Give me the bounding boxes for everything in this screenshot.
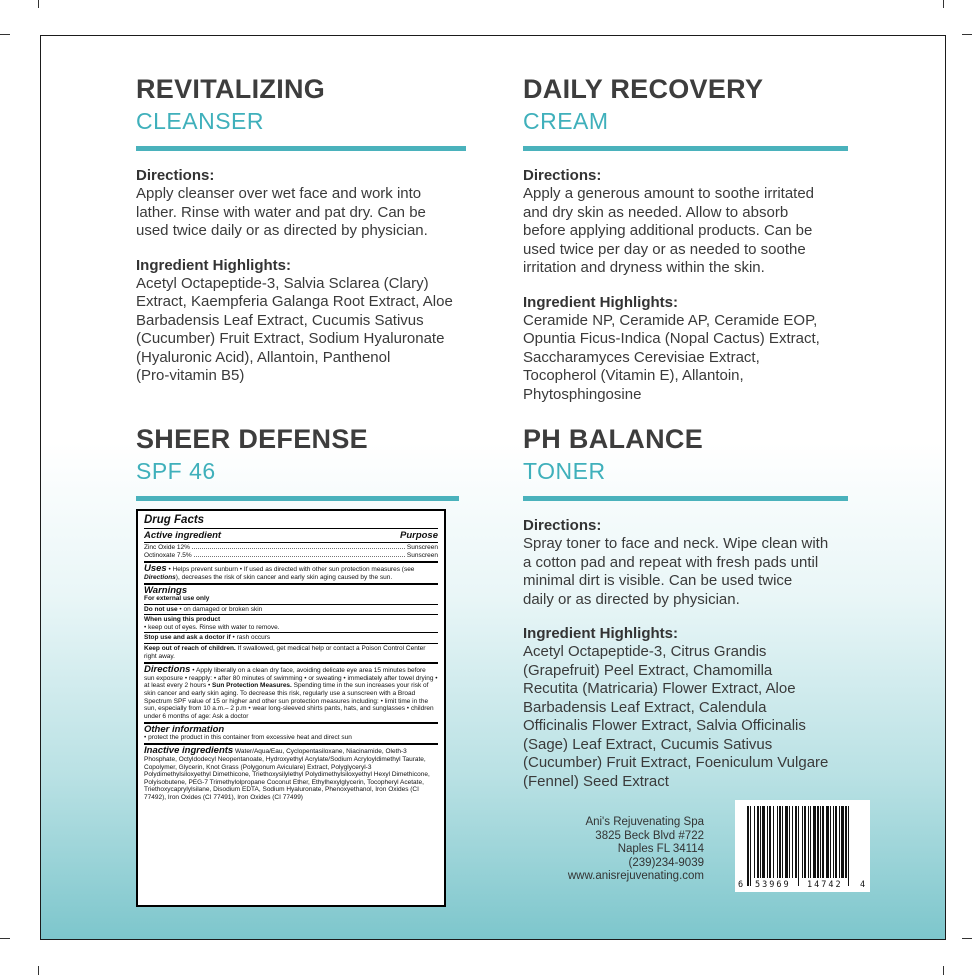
barcode-bar: [835, 806, 837, 878]
barcode-right-group: 14742: [807, 880, 843, 890]
keep-out-text: If swallowed, get medical help or contact a Poison Control Center right away.: [144, 644, 426, 660]
drug-facts-warnings-block: [144, 587, 438, 664]
when-using-text: • keep out of eyes. Rinse with water to remove.: [144, 623, 280, 631]
barcode-bar: [777, 806, 778, 878]
cream-ingredients: [523, 312, 848, 405]
crop-mark-bottom-left: [38, 966, 39, 975]
cream-directions-line: Apply a generous amount to soothe irritated: [523, 185, 815, 202]
leader-dots: [194, 556, 405, 557]
barcode-bar: [782, 806, 783, 878]
df-directions-text: • Apply liberally on a clean dry face, avoiding delicate eye area 15 minutes before sun exposure • reapply: • after 80 minutes of swimming • or sweating • immediately after towel drying • at least every 2 hours •: [144, 667, 438, 690]
toner-rule: [523, 496, 848, 501]
inactive-label: Inactive ingredients: [144, 745, 234, 757]
spa-street: 3825 Beck Blvd #722: [595, 829, 704, 842]
barcode-bar: [839, 806, 840, 878]
cream-title: DAILY RECOVERY: [523, 74, 764, 104]
spa-name: Ani's Rejuvenating Spa: [585, 816, 704, 828]
cleanser-ingredients: [136, 275, 466, 386]
crop-mark-left-top: [0, 34, 10, 35]
toner-directions: [523, 535, 848, 609]
barcode-bar: [833, 806, 834, 878]
toner-ingredients-line: Officinalis Flower Extract, Salvia Officinalis: [523, 717, 806, 734]
crop-mark-right-top: [962, 34, 972, 35]
cream-ingredients-line: Opuntia Ficus-Indica (Nopal Cactus) Extract,: [523, 330, 820, 347]
cleanser-title: REVITALIZING: [136, 74, 326, 104]
cleanser-directions: [136, 185, 466, 241]
cleanser-ingredients-line: (Pro-vitamin B5): [136, 367, 245, 384]
active-ingredient-purpose: Sunscreen: [406, 551, 438, 559]
barcode-bar: [813, 806, 816, 878]
toner-ingredients-line: Recutita (Matricaria) Flower Extract, Aloe: [523, 680, 796, 697]
barcode-bar: [767, 806, 768, 878]
barcode-bar: [817, 806, 819, 878]
stop-use-label: Stop use and ask a doctor if: [144, 634, 231, 642]
barcode-bar: [757, 806, 759, 878]
cream-ingredients-line: Phytosphingosine: [523, 385, 642, 403]
df-directions-label: Directions: [144, 664, 191, 676]
crop-mark-right-bottom: [962, 938, 972, 939]
uses-text: • Helps prevent sunburn • If used as directed with other sun protection measures (see: [166, 566, 415, 574]
cream-directions: [523, 185, 848, 278]
toner-ingredients-line: (Fennel) Seed Extract: [523, 772, 669, 790]
toner-ingredients-line: (Cucumber) Fruit Extract, Foeniculum Vulgare: [523, 754, 829, 771]
barcode-bar: [804, 806, 806, 878]
cleanser-directions-label: Directions:: [136, 167, 215, 184]
barcode-bar: [773, 806, 774, 878]
sheer-subtitle: SPF 46: [136, 458, 216, 484]
toner-ingredients-line: (Grapefruit) Peel Extract, Chamomilla: [523, 661, 773, 679]
barcode-bar: [810, 806, 811, 878]
barcode-bar: [830, 806, 831, 878]
barcode-bar: [779, 806, 781, 878]
spa-website: www.anisrejuvenating.com: [567, 870, 704, 882]
toner-directions-label: Directions:: [523, 517, 602, 534]
do-not-use-row: [144, 604, 438, 614]
cream-directions-label: Directions:: [523, 167, 602, 184]
cream-section: [523, 74, 848, 404]
cream-directions-line: irritation and dryness within the skin.: [523, 259, 765, 276]
toner-directions-line: Spray toner to face and neck. Wipe clean with: [523, 535, 829, 552]
uses-directions-word: Directions: [144, 573, 176, 581]
toner-subtitle: TONER: [523, 458, 606, 484]
keep-out-label: Keep out of reach of children.: [144, 644, 236, 652]
drug-facts-active-header: [144, 528, 438, 541]
barcode-bar: [747, 806, 749, 886]
stop-use-row: [144, 632, 438, 642]
cleanser-ingredients-line: Barbadensis Leaf Extract, Cucumis Sativus: [136, 311, 424, 329]
barcode-bar: [848, 806, 849, 886]
barcode-bar: [841, 806, 844, 878]
df-directions-text-end: Spending time in the sun increases your risk of skin cancer and early skin aging. To decrease this risk, regularly use a sunscreen with a Broad Spectrum SPF value of 15 or higher and other sun protection measures including: • limit time in the sun, especially from 10 a.m.– 2 p.m • wear long-sleeved shirts pants, hats, and sunglasses • children under 6 months of age: Ask a doctor: [144, 682, 434, 720]
uses-text-end: ), decreases the risk of skin cancer and early skin aging caused by the sun.: [175, 573, 393, 581]
cleanser-directions-line: lather. Rinse with water and pat dry. Can be: [136, 203, 426, 221]
barcode-first-digit: 6: [738, 880, 744, 890]
cleanser-directions-line: Apply cleanser over wet face and work into: [136, 185, 422, 202]
toner-section: [523, 424, 848, 791]
drug-facts-other-block: [144, 726, 438, 745]
barcode-bar: [820, 806, 821, 878]
active-ingredient-name: Zinc Oxide 12%: [144, 544, 190, 551]
toner-title: PH BALANCE: [523, 424, 704, 454]
barcode-digits: [735, 880, 870, 892]
sheer-section: [136, 424, 459, 501]
barcode-bar: [762, 806, 765, 878]
barcode-left-group: 53969: [755, 880, 791, 890]
toner-ingredients-line: (Sage) Leaf Extract, Cucumis Sativus: [523, 735, 773, 753]
barcode-bar: [808, 806, 809, 878]
warnings-label: Warnings: [144, 585, 188, 597]
barcode-bar: [845, 806, 847, 878]
cleanser-section: [136, 74, 466, 386]
when-using-row: [144, 614, 438, 631]
barcode-bar: [769, 806, 771, 878]
cream-ingredients-label: Ingredient Highlights:: [523, 293, 678, 311]
cream-ingredients-line: Saccharamyces Cerevisiae Extract,: [523, 348, 760, 366]
cleanser-ingredients-line: (Hyaluronic Acid), Allantoin, Panthenol: [136, 348, 391, 366]
other-info-label: Other information: [144, 724, 225, 736]
when-using-label: When using this product: [144, 616, 221, 624]
cleanser-ingredients-line: Extract, Kaempferia Galanga Root Extract, Aloe: [136, 293, 453, 310]
external-use-text: For external use only: [144, 594, 210, 602]
barcode-bar: [760, 806, 761, 878]
cream-directions-line: before applying additional products. Can be: [523, 222, 813, 239]
barcode-bar: [754, 806, 755, 878]
barcode-last-digit: 4: [860, 880, 866, 890]
spa-address: [534, 816, 704, 884]
sheer-rule: [136, 496, 459, 501]
barcode-bar: [750, 806, 751, 886]
cream-subtitle: CREAM: [523, 108, 609, 134]
inactive-text: Water/Aqua/Eau, Cyclopentasiloxane, Niacinamide, Oleth-3 Phosphate, Octyldodecyl Neopentanoate, Hydroxyethyl Acrylate/Sodium Acryloyldimethyl Taurate, Copolymer, Glycerin, Knot Grass (Polygonum Aviculare) Extract, Polyglyceryl-3 Polydimethylsiloxyethyl Dimethicone, Triethoxysilylethyl Polydimethylsiloxyethyl Hexyl Dimethicone, Polyisobutene, PEG-7 Trimethylolpropane Coconut Ether, Ethylhexylglycerin, Tocopheryl Acetate, Triethoxycaprylylsilane, Disodium EDTA, Sodium Hyaluronate, Phenoxyethanol, Iron Oxides (CI 77492), Iron Oxides (CI 77491), Iron Oxides (CI 77499): [144, 748, 430, 802]
barcode-bar: [822, 806, 824, 878]
cleanser-rule: [136, 146, 466, 151]
drug-facts-panel: [136, 509, 446, 907]
barcode-bar: [792, 806, 793, 878]
sun-protection-label: Sun Protection Measures.: [212, 682, 292, 690]
keep-out-row: [144, 643, 438, 660]
cream-directions-line: and dry skin as needed. Allow to absorb: [523, 203, 789, 221]
purpose-label: Purpose: [399, 530, 438, 541]
cleanser-directions-line: used twice daily or as directed by physician.: [136, 222, 428, 239]
active-ingredient-row: [144, 552, 438, 560]
barcode-bar: [798, 806, 799, 886]
crop-mark-top-right: [943, 0, 944, 8]
cleanser-ingredients-line: Acetyl Octapeptide-3, Salvia Sclarea (Clary): [136, 274, 429, 292]
drug-facts-inactive-block: [144, 747, 438, 801]
cream-rule: [523, 146, 848, 151]
barcode-bars: [735, 800, 870, 892]
drug-facts-uses-block: [144, 565, 438, 585]
cleanser-subtitle: CLEANSER: [136, 108, 264, 134]
barcode-bar: [795, 806, 797, 878]
label-panel: [40, 35, 946, 940]
leader-dots: [192, 548, 405, 549]
drug-facts-active-block: [144, 514, 438, 563]
cream-ingredients-line: Tocopherol (Vitamin E), Allantoin,: [523, 367, 744, 384]
drug-facts-title: Drug Facts: [144, 514, 205, 526]
crop-mark-top-left: [38, 0, 39, 8]
spa-phone: (239)234-9039: [628, 856, 704, 869]
toner-ingredients-label: Ingredient Highlights:: [523, 625, 678, 642]
do-not-use-label: Do not use: [144, 605, 178, 613]
drug-facts-directions-block: [144, 666, 438, 724]
crop-mark-bottom-right: [943, 966, 944, 975]
barcode-bar: [785, 806, 788, 878]
toner-directions-line: minimal dirt is visible. Can be used twice: [523, 572, 793, 589]
cream-ingredients-line: Ceramide NP, Ceramide AP, Ceramide EOP,: [523, 311, 818, 329]
crop-mark-left-bottom: [0, 938, 10, 939]
active-ingredient-name: Octinoxate 7.5%: [144, 551, 192, 559]
barcode-bar: [826, 806, 829, 878]
active-ingredient-label: Active ingredient: [144, 530, 222, 541]
sheer-title: SHEER DEFENSE: [136, 424, 368, 454]
stop-use-text: • rash occurs: [230, 634, 271, 642]
cream-directions-line: used twice per day or as needed to soothe: [523, 240, 806, 258]
toner-directions-line: daily or as directed by physician.: [523, 590, 740, 608]
active-ingredient-purpose: Sunscreen: [406, 544, 438, 551]
uses-label: Uses: [144, 563, 167, 575]
cleanser-ingredients-label: Ingredient Highlights:: [136, 256, 291, 274]
toner-ingredients-line: Barbadensis Leaf Extract, Calendula: [523, 698, 767, 716]
do-not-use-text: • on damaged or broken skin: [177, 605, 263, 613]
other-info-text: • protect the product in this container from excessive heat and direct sun: [144, 733, 352, 741]
barcode-bar: [789, 806, 790, 878]
barcode-bar: [802, 806, 803, 878]
toner-ingredients: [523, 643, 848, 791]
spa-city: Naples FL 34114: [617, 843, 704, 855]
toner-ingredients-line: Acetyl Octapeptide-3, Citrus Grandis: [523, 643, 767, 660]
toner-directions-line: a cotton pad and repeat with fresh pads until: [523, 553, 819, 571]
cleanser-ingredients-line: (Cucumber) Fruit Extract, Sodium Hyaluronate: [136, 330, 445, 347]
active-ingredient-row: [144, 542, 438, 552]
barcode: [735, 800, 870, 892]
